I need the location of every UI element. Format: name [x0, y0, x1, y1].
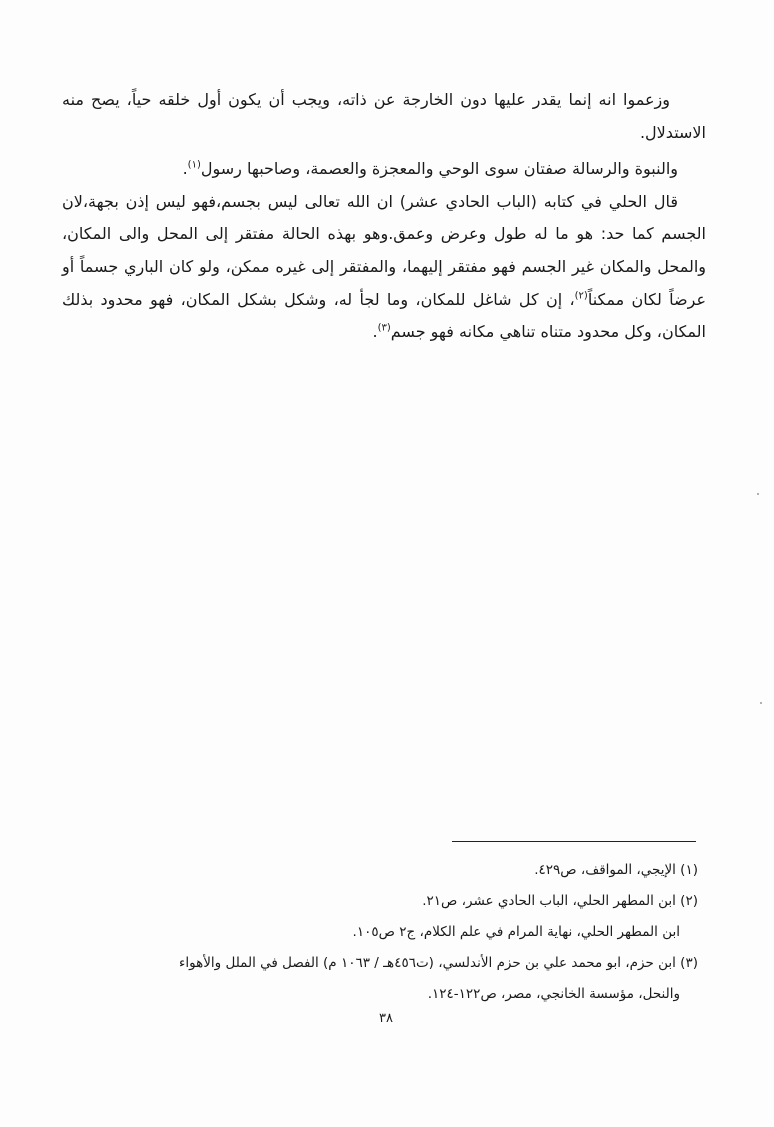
- paragraph-2-text: والنبوة والرسالة صفتان سوى الوحي والمعجزة والعصمة، وصاحبها رسول: [200, 159, 678, 179]
- main-text: [62, 84, 706, 349]
- paragraph-1-line-2: خلقه حياً، يصح منه الاستدلال.: [62, 90, 706, 142]
- footnote-ref-1: (١): [187, 159, 201, 171]
- footnote-1: (١) الإيجي، المواقف، ص٤٢٩.: [534, 862, 698, 878]
- footnote-ref-2: (٢): [574, 290, 588, 302]
- paragraph-1-line-1: وزعموا انه إنما يقدر عليها دون الخارجة عن ذاته، ويجب أن يكون أول: [197, 90, 670, 109]
- footnote-2: (٢) ابن المطهر الحلي، الباب الحادي عشر، ص٢١.: [422, 893, 698, 909]
- footnote-3-continuation: والنحل، مؤسسة الخانجي، مصر، ص١٢٢-١٢٤.: [427, 986, 680, 1002]
- paragraph-2: [62, 153, 706, 186]
- scan-speck: [760, 702, 762, 704]
- paragraph-3: [62, 186, 706, 349]
- footnote-divider: [452, 841, 696, 842]
- paragraph-3-end: .: [372, 322, 378, 342]
- paragraph-3-text-b: ، إن كل شاغل للمكان، وما لجأ له، وشكل بشكل المكان، فهو محدود بذلك المكان، وكل محدود متناه تناهي مكانه فهو جسم: [62, 289, 706, 342]
- footnote-2-continuation: ابن المطهر الحلي، نهاية المرام في علم الكلام، ج٢ ص١٠٥.: [352, 924, 680, 940]
- paragraph-2-end: .: [182, 159, 188, 179]
- scan-speck: [757, 493, 759, 495]
- page-number: ٣٨: [379, 1011, 393, 1026]
- footnote-ref-3: (٣): [377, 322, 391, 334]
- paragraph-3-text-a: قال الحلي في كتابه (الباب الحادي عشر) ان الله تعالى ليس بجسم،فهو ليس إذن بجهة،لان الجسم كما حد: هو ما له طول وعرض وعمق.وهو بهذه الحالة مفتقر إلى المحل والى المكان، والمحل والمكان غير الجسم فهو مفتقر إليهما، والمفتقر إلى غيره ممكن، ولو كان الباري جسماً أو عرضاً لكان ممكناً: [62, 191, 707, 309]
- footnote-3: (٣) ابن حزم، ابو محمد علي بن حزم الأندلسي، (ت٤٥٦هـ / ١٠٦٣ م) الفصل في الملل والأهواء: [179, 955, 698, 971]
- footnotes: [78, 855, 698, 1010]
- paragraph-1: [62, 84, 706, 149]
